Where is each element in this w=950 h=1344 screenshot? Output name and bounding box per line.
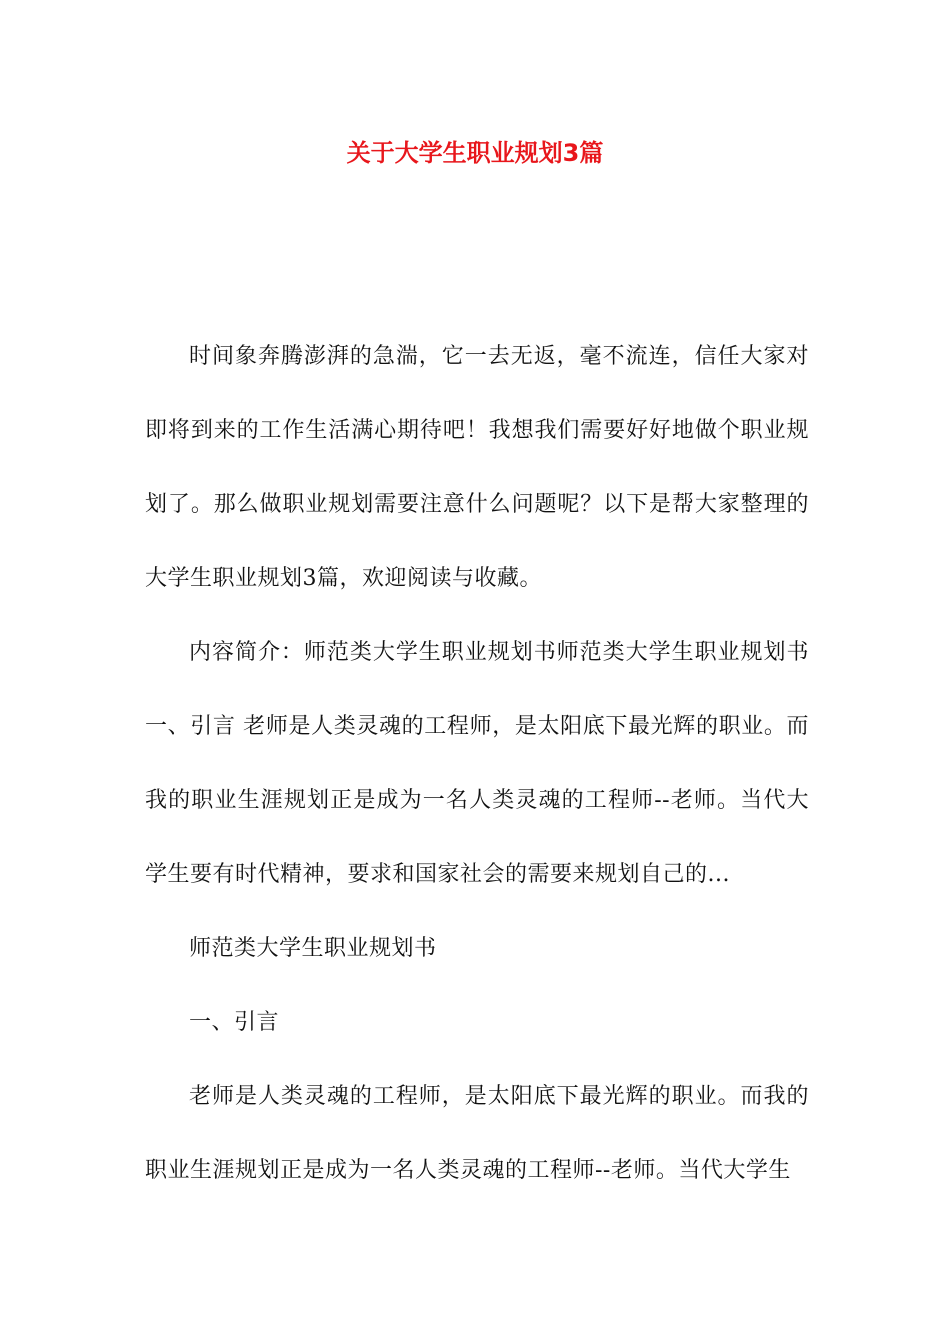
- paragraph-body: 老师是人类灵魂的工程师，是太阳底下最光辉的职业。而我的职业生涯规划正是成为一名人类灵魂的工程师--老师。当代大学生: [145, 1084, 809, 1183]
- paragraph-intro: 时间象奔腾澎湃的急湍，它一去无返，毫不流连，信任大家对即将到来的工作生活满心期待吧！我想我们需要好好地做个职业规划了。那么做职业规划需要注意什么问题呢？以下是帮大家整理的大学生职业规划3篇，欢迎阅读与收藏。: [145, 344, 809, 591]
- document-body: [145, 320, 809, 1208]
- paragraph-section: 一、引言: [189, 1010, 280, 1035]
- document-title: 关于大学生职业规划3篇: [346, 139, 604, 167]
- paragraph-summary: 内容简介：师范类大学生职业规划书师范类大学生职业规划书一、引言 老师是人类灵魂的工程师，是太阳底下最光辉的职业。而我的职业生涯规划正是成为一名人类灵魂的工程师--老师。当代大学生要有时代精神，要求和国家社会的需要来规划自己的...: [145, 640, 809, 887]
- paragraph-heading: 师范类大学生职业规划书: [189, 936, 437, 961]
